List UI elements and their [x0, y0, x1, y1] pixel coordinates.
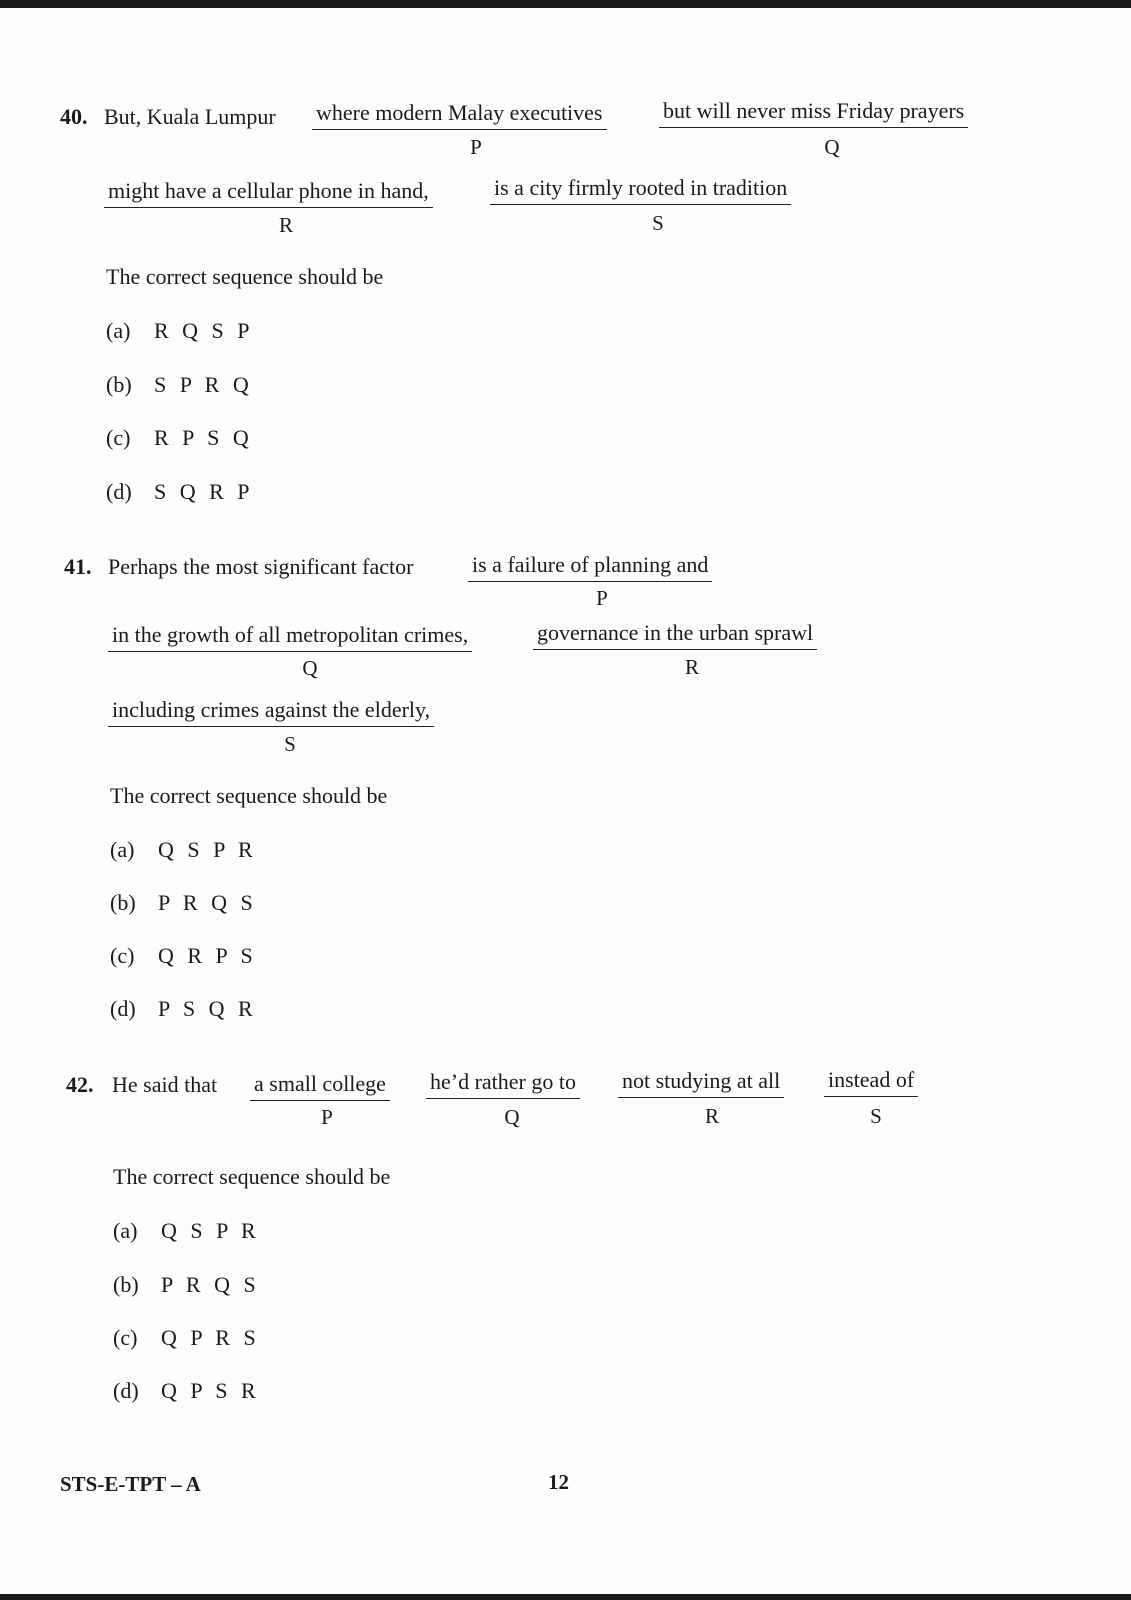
- option-sequence: R Q S P: [154, 318, 254, 343]
- segment-s: instead of: [824, 1067, 918, 1097]
- option-a[interactable]: [110, 837, 257, 863]
- segment-s: including crimes against the elderly,: [108, 697, 434, 727]
- option-d[interactable]: [110, 996, 257, 1022]
- segment-q-label: Q: [504, 1105, 520, 1129]
- option-label: (a): [110, 837, 135, 862]
- segment-p: a small college: [250, 1071, 390, 1101]
- option-sequence: Q P S R: [161, 1378, 260, 1403]
- segment-r: not studying at all: [618, 1068, 784, 1098]
- option-sequence: P R Q S: [158, 890, 257, 915]
- bottom-border: [0, 1594, 1131, 1600]
- option-sequence: P R Q S: [161, 1272, 260, 1297]
- question-prompt: The correct sequence should be: [106, 264, 384, 289]
- footer-code: STS-E-TPT – A: [60, 1472, 201, 1496]
- question-lead: He said that: [112, 1072, 218, 1097]
- option-b[interactable]: [110, 890, 257, 916]
- question-prompt: The correct sequence should be: [110, 783, 388, 808]
- option-sequence: S P R Q: [154, 372, 253, 397]
- segment-s-label: S: [870, 1104, 882, 1128]
- question-number: 42.: [66, 1072, 94, 1097]
- option-b[interactable]: [106, 372, 253, 398]
- option-d[interactable]: [106, 479, 254, 505]
- option-sequence: Q S P R: [158, 837, 257, 862]
- question-prompt: The correct sequence should be: [113, 1164, 391, 1189]
- segment-q: he’d rather go to: [426, 1069, 580, 1099]
- question-lead: Perhaps the most significant factor: [108, 554, 414, 579]
- segment-q-label: Q: [302, 656, 318, 680]
- segment-r-label: R: [684, 655, 699, 679]
- segment-p-label: P: [596, 586, 608, 610]
- option-label: (c): [113, 1325, 138, 1350]
- option-label: (d): [106, 479, 132, 504]
- segment-p-label: P: [321, 1105, 333, 1129]
- option-label: (d): [110, 996, 136, 1021]
- option-label: (c): [106, 425, 131, 450]
- option-sequence: Q S P R: [161, 1218, 260, 1243]
- segment-r-label: R: [704, 1104, 719, 1128]
- option-a[interactable]: [106, 318, 254, 344]
- option-b[interactable]: [113, 1272, 260, 1298]
- option-sequence: Q P R S: [161, 1325, 260, 1350]
- option-sequence: P S Q R: [158, 996, 257, 1021]
- top-border: [0, 0, 1131, 8]
- segment-s-label: S: [284, 732, 296, 756]
- option-label: (b): [110, 890, 136, 915]
- segment-s: is a city firmly rooted in tradition: [490, 175, 791, 205]
- option-label: (c): [110, 943, 135, 968]
- option-c[interactable]: [113, 1325, 260, 1351]
- question-lead: But, Kuala Lumpur: [104, 104, 276, 129]
- segment-q: but will never miss Friday prayers: [659, 98, 968, 128]
- segment-p: where modern Malay executives: [312, 100, 607, 130]
- option-d[interactable]: [113, 1378, 260, 1404]
- option-a[interactable]: [113, 1218, 260, 1244]
- option-c[interactable]: [106, 425, 253, 451]
- segment-p-label: P: [470, 135, 482, 159]
- segment-q-label: Q: [824, 135, 840, 159]
- segment-r-label: R: [278, 213, 293, 237]
- option-label: (d): [113, 1378, 139, 1403]
- option-label: (b): [113, 1272, 139, 1297]
- question-number: 40.: [60, 104, 88, 129]
- segment-r: governance in the urban sprawl: [533, 620, 817, 650]
- option-sequence: Q R P S: [158, 943, 257, 968]
- segment-p: is a failure of planning and: [468, 552, 712, 582]
- option-sequence: S Q R P: [154, 479, 254, 504]
- segment-r: might have a cellular phone in hand,: [104, 178, 433, 208]
- option-sequence: R P S Q: [154, 425, 253, 450]
- option-label: (b): [106, 372, 132, 397]
- option-label: (a): [106, 318, 131, 343]
- question-number: 41.: [64, 554, 92, 579]
- segment-q: in the growth of all metropolitan crimes,: [108, 622, 472, 652]
- option-label: (a): [113, 1218, 138, 1243]
- segment-s-label: S: [652, 211, 664, 235]
- option-c[interactable]: [110, 943, 257, 969]
- page-number: 12: [548, 1470, 569, 1494]
